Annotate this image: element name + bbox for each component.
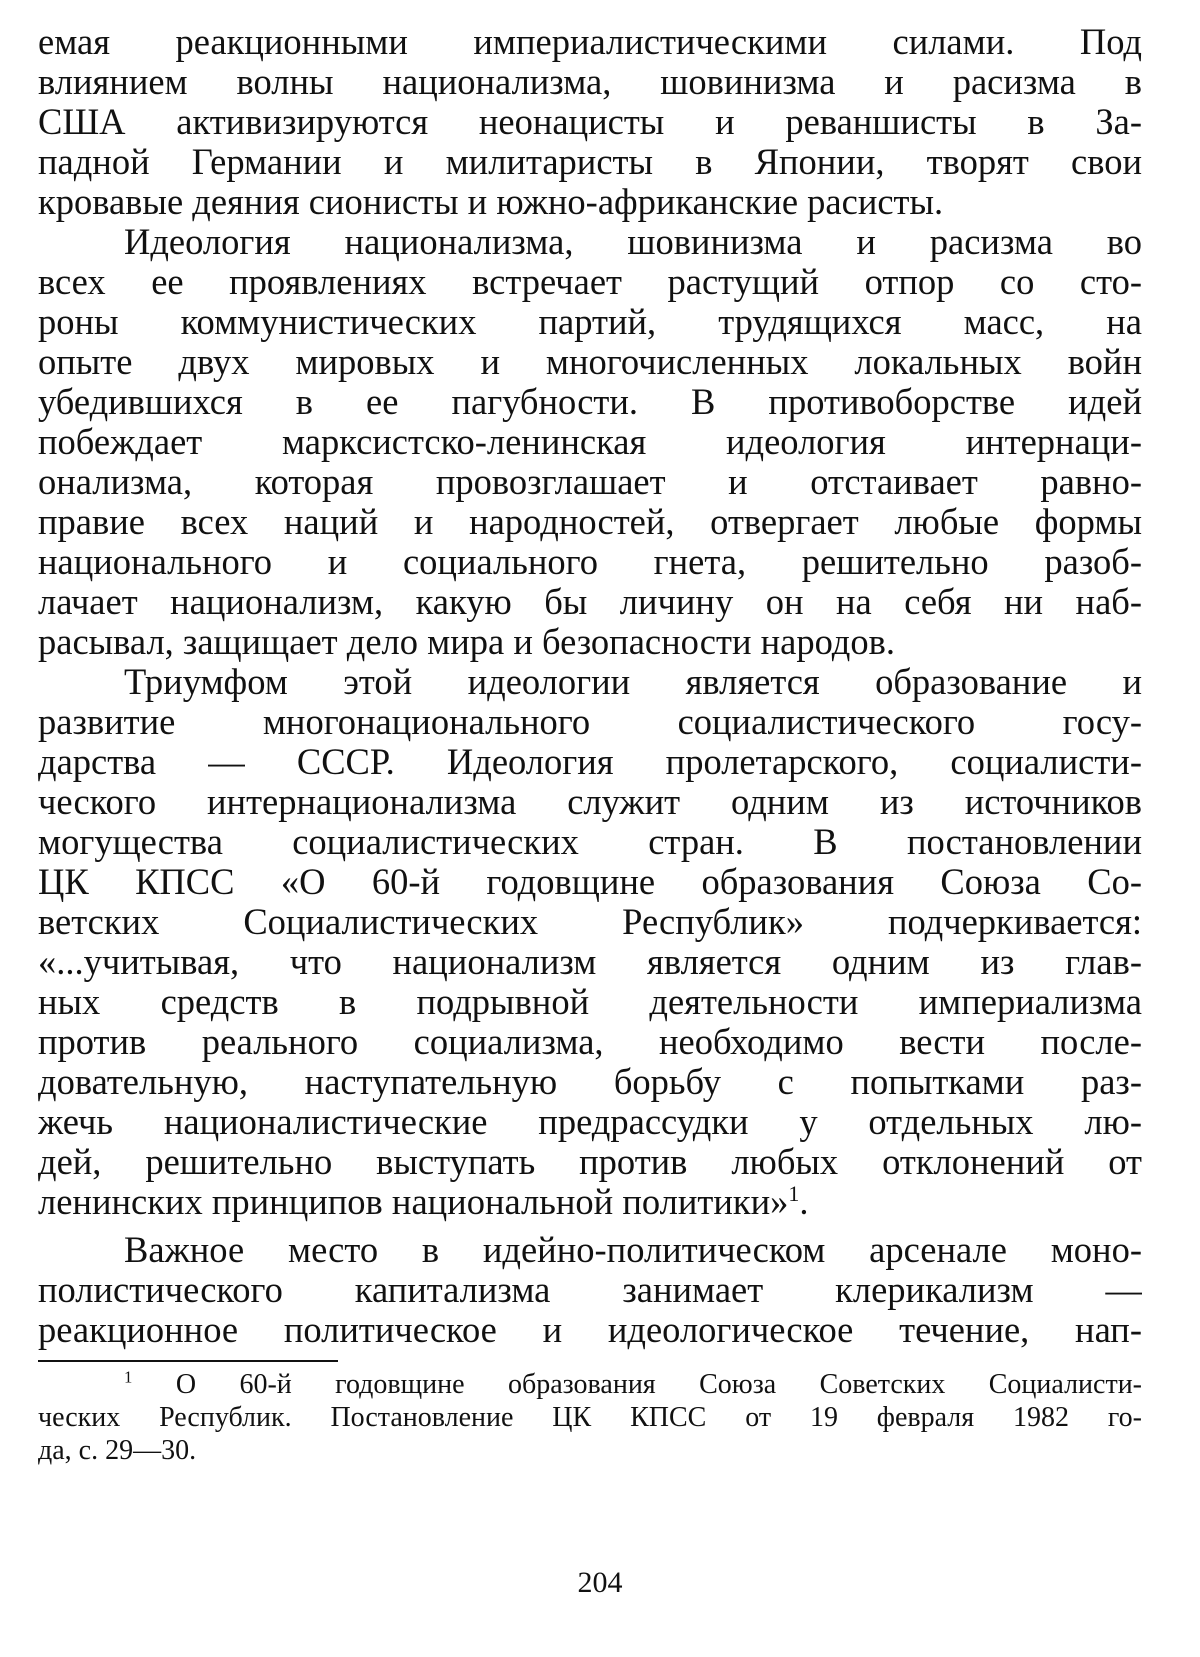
text-line: довательную, наступательную борьбу с попытками раз-: [38, 1062, 1142, 1102]
text-line: США активизируются неонацисты и реваншисты в За-: [38, 102, 1142, 142]
text-line: против реального социализма, необходимо вести после-: [38, 1022, 1142, 1062]
text-line: ветских Социалистических Республик» подчеркивается:: [38, 902, 1142, 942]
text-line: правие всех наций и народностей, отвергает любые формы: [38, 502, 1142, 542]
paragraph: [38, 662, 1142, 1222]
text-line: жечь националистические предрассудки у отдельных лю-: [38, 1102, 1142, 1142]
footnote-marker: 1: [124, 1368, 133, 1387]
text-line: дей, решительно выступать против любых отклонений от: [38, 1142, 1142, 1182]
footnote-line: ческих Республик. Постановление ЦК КПСС от 19 февраля 1982 го-: [38, 1402, 1142, 1433]
text-line: роны коммунистических партий, трудящихся масс, на: [38, 302, 1142, 342]
footnote-line: [38, 1368, 1142, 1401]
text-line: онализма, которая провозглашает и отстаивает равно-: [38, 462, 1142, 502]
text-line: расывал, защищает дело мира и безопасности народов.: [38, 622, 895, 662]
text-line: падной Германии и милитаристы в Японии, творят свои: [38, 142, 1142, 182]
text-line: лачает национализм, какую бы личину он на себя ни наб-: [38, 582, 1142, 622]
text-line: кровавые деяния сионисты и южно-африканские расисты.: [38, 182, 944, 222]
text-line: национального и социального гнета, решительно разоб-: [38, 542, 1142, 582]
text-line: «...учитывая, что национализм является одним из глав-: [38, 942, 1142, 982]
text-line: ЦК КПСС «О 60-й годовщине образования Союза Со-: [38, 862, 1142, 902]
text-line: реакционное политическое и идеологическое течение, нап-: [38, 1310, 1142, 1350]
text-line: емая реакционными империалистическими силами. Под: [38, 22, 1142, 62]
text-line: убедившихся в ее пагубности. В противоборстве идей: [38, 382, 1142, 422]
footnote-text: О 60-й годовщине образования Союза Советских Социалисти-: [175, 1369, 1142, 1400]
text-line: опыте двух мировых и многочисленных локальных войн: [38, 342, 1142, 382]
paragraph: [38, 22, 1142, 222]
text-line: дарства — СССР. Идеология пролетарского, социалисти-: [38, 742, 1142, 782]
text-line: всех ее проявлениях встречает растущий отпор со сто-: [38, 262, 1142, 302]
text-line: побеждает марксистско-ленинская идеология интернаци-: [38, 422, 1142, 462]
paragraph: [38, 1230, 1142, 1350]
footnote: [38, 1368, 1142, 1467]
text-line: ческого интернационализма служит одним из источников: [38, 782, 1142, 822]
page-body: [38, 22, 1142, 1467]
text-line: полистического капитализма занимает клерикализм —: [38, 1270, 1142, 1310]
text-line: Идеология национализма, шовинизма и расизма во: [124, 222, 1142, 262]
footnote-line: да, с. 29—30.: [38, 1435, 197, 1466]
paragraph: [38, 222, 1142, 662]
text-line: Важное место в идейно-политическом арсенале моно-: [124, 1230, 1142, 1270]
text-line: ных средств в подрывной деятельности империализма: [38, 982, 1142, 1022]
text-line: развитие многонационального социалистического госу-: [38, 702, 1142, 742]
footnote-reference[interactable]: 1: [788, 1182, 800, 1206]
text-line: Триумфом этой идеологии является образование и: [124, 662, 1142, 702]
text-line: влиянием волны национализма, шовинизма и расизма в: [38, 62, 1142, 102]
text-line: ленинских принципов национальной политики»$^1$.: [38, 1182, 809, 1222]
page-number: 204: [577, 1566, 623, 1599]
footnote-divider: [38, 1360, 338, 1362]
text-line: могущества социалистических стран. В постановлении: [38, 822, 1142, 862]
text-line-content: ленинских принципов национальной политики»: [38, 1182, 789, 1222]
